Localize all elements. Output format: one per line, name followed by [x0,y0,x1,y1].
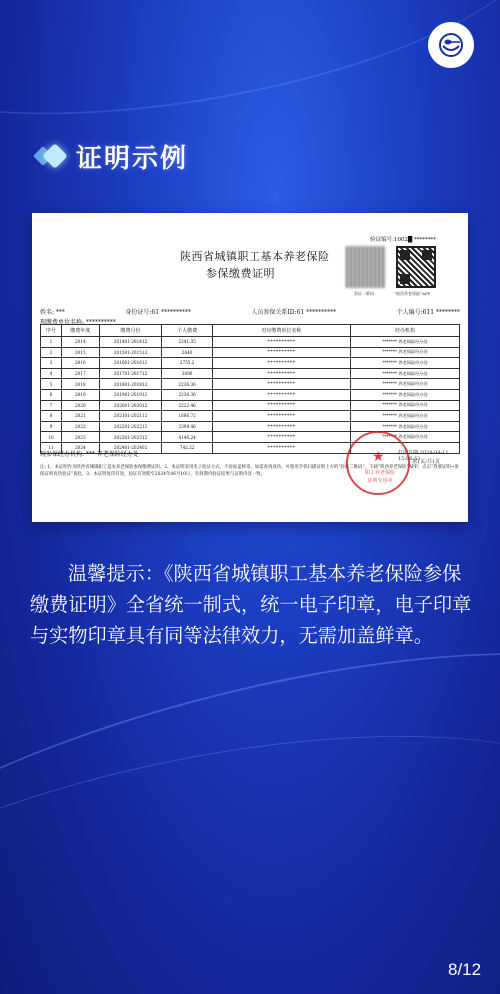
table-cell: ******* 养老保险经办处 [351,337,460,348]
table-cell: 5 [41,379,62,390]
relation-id-field: 人员参保关系ID:61 ********** [251,309,337,316]
doc-title-line2: 参保缴费证明 [206,267,275,280]
table-cell: 201401-201412 [99,337,162,348]
table-cell: 201501-201512 [99,347,162,358]
id-number-field: 身份证号:61 ********** [125,309,191,316]
table-body [41,337,460,454]
diamond-bullet-icon [36,144,64,168]
table-cell: 201801-201812 [99,379,162,390]
table-cell: 7 [41,400,62,411]
tip-text: 温馨提示：《陕西省城镇职工基本养老保险参保缴费证明》全省统一制式，统一电子印章，电子印章与实物印章具有同等法律效力，无需加盖鲜章。 [30,562,472,647]
table-cell: 2236.36 [162,389,212,400]
table-cell: 201901-201912 [99,389,162,400]
table-cell: ******* 养老保险经办处 [351,368,460,379]
payment-table [40,324,460,454]
document-notes: 注: 1、本证明作为陕西省城镇职工基本养老保险参保缴费证明。2、本证明采用电子验证方式，不再加盖鲜章。如需查询真伪，可使用手机扫描证明上方的“验证二维码”，下载“陕西养老保险”APP，点击“我要证明→参保证明真伪验证”查验。3、本证明复印有效，验证有效期至2024年06月10日，有效期内验证结果与证明内容一致。 [40,465,459,477]
table-cell: 2236.36 [162,379,212,390]
table-cell: ******* 养老保险经办处 [351,411,460,422]
table-cell: 2020 [61,400,99,411]
table-cell: ******* 养老保险经办处 [351,400,460,411]
personal-no-field: 个人编号:611 ******** [396,309,460,316]
table-header: 缴费年度 [61,325,99,337]
table-cell: 202401-202402 [99,442,162,453]
table-cell: 2755.2 [162,358,212,369]
stamp-text: 职工养老保险 [364,470,395,476]
official-seal-stamp [346,431,410,495]
table-cell: 10 [41,432,62,443]
doc-title-line1: 陕西省城镇职工基本养老保险 [180,250,330,263]
table-cell: 202001-202012 [99,400,162,411]
table-cell: 2021 [61,411,99,422]
table-cell: 201601-201612 [99,358,162,369]
table-row [41,389,460,400]
table-cell: ********** [212,411,350,422]
table-cell: 2022 [61,421,99,432]
table-header: 序号 [41,325,62,337]
table-cell: 2019 [61,389,99,400]
stamp-text: 证明专用章 [367,478,393,484]
table-header: 缴费月份 [99,325,162,337]
qr-caption: “陕西养老保险”APP [394,291,431,296]
table-cell: ******* 养老保险经办处 [351,421,460,432]
qr-code-icon [396,246,436,288]
qr-caption: 验证二维码 [354,291,374,296]
table-header: 经办机构 [351,325,460,337]
table-row [41,411,460,422]
table-cell: 2014 [61,337,99,348]
table-header: 对应缴费单位名称 [212,325,350,337]
table-cell: ********** [212,347,350,358]
name-field: 姓名: *** [40,309,65,316]
verify-code: 验证编号:1002█ ******** [370,237,436,243]
background-streak [0,670,500,994]
table-header: 个人缴费 [162,325,212,337]
table-cell: 1 [41,337,62,348]
table-cell: 1686.72 [162,411,212,422]
table-cell: 2241.35 [162,337,212,348]
table-cell: 9 [41,421,62,432]
page-count: 第1页/共1页 [412,459,441,465]
table-cell: 3096 [162,368,212,379]
table-cell: 2015 [61,347,99,358]
table-cell: ******* 养老保险经办处 [351,379,460,390]
table-row [41,358,460,369]
table-row [41,421,460,432]
table-cell: ******* 养老保险经办处 [351,432,460,443]
table-row [41,379,460,390]
table-cell: ******* 养老保险经办处 [351,389,460,400]
page-indicator: 8/12 [448,960,482,979]
table-cell: 4146.24 [162,432,212,443]
table-cell: ********** [212,389,350,400]
unit-name-field: 现缴费单位名称: ********** [40,319,116,326]
table-cell: ********** [212,337,350,348]
table-cell: ******* 养老保险经办处 [351,358,460,369]
section-header [36,138,188,174]
table-cell: ********** [212,442,350,453]
print-date: 打印日期:2024-04-11 15:06:53 [398,450,449,462]
table-cell: ********** [212,368,350,379]
agency-field: 现参保经办机构: *** 养老保险经办处 [40,451,139,458]
table-cell: 8 [41,411,62,422]
table-cell: ******* 养老保险经办处 [351,347,460,358]
table-header-row [41,325,460,337]
personal-info-row [40,307,460,316]
background-streak [0,0,500,159]
table-cell: 742.22 [162,442,212,453]
table-cell: 201701-201712 [99,368,162,379]
table-row [41,400,460,411]
table-row [41,337,460,348]
table-cell: 4 [41,368,62,379]
blurred-qr-code-icon [346,246,386,288]
table-cell: 2640 [162,347,212,358]
table-cell: 202201-202212 [99,421,162,432]
table-cell: ********** [212,432,350,443]
table-row [41,347,460,358]
table-cell: 2024 [61,442,99,453]
table-cell: 2023 [61,432,99,443]
certificate-sample-image [32,213,468,522]
table-cell: 2018 [61,379,99,390]
table-cell: 2222.46 [162,400,212,411]
table-row [41,368,460,379]
table-cell: ********** [212,358,350,369]
table-cell: ********** [212,400,350,411]
table-cell: 202101-202112 [99,411,162,422]
spoon-logo-svg [436,30,466,60]
section-title: 证明示例 [76,143,189,174]
star-icon: ★ [372,449,385,465]
table-cell: 2017 [61,368,99,379]
table-cell: 2398.46 [162,421,212,432]
table-cell: 11 [41,442,62,453]
table-cell: 202301-202312 [99,432,162,443]
spoon-logo-icon [428,22,474,68]
table-cell: 2016 [61,358,99,369]
table-cell: 3 [41,358,62,369]
table-cell: 6 [41,389,62,400]
table-cell: ********** [212,379,350,390]
table-cell: ********** [212,421,350,432]
table-cell: 2 [41,347,62,358]
